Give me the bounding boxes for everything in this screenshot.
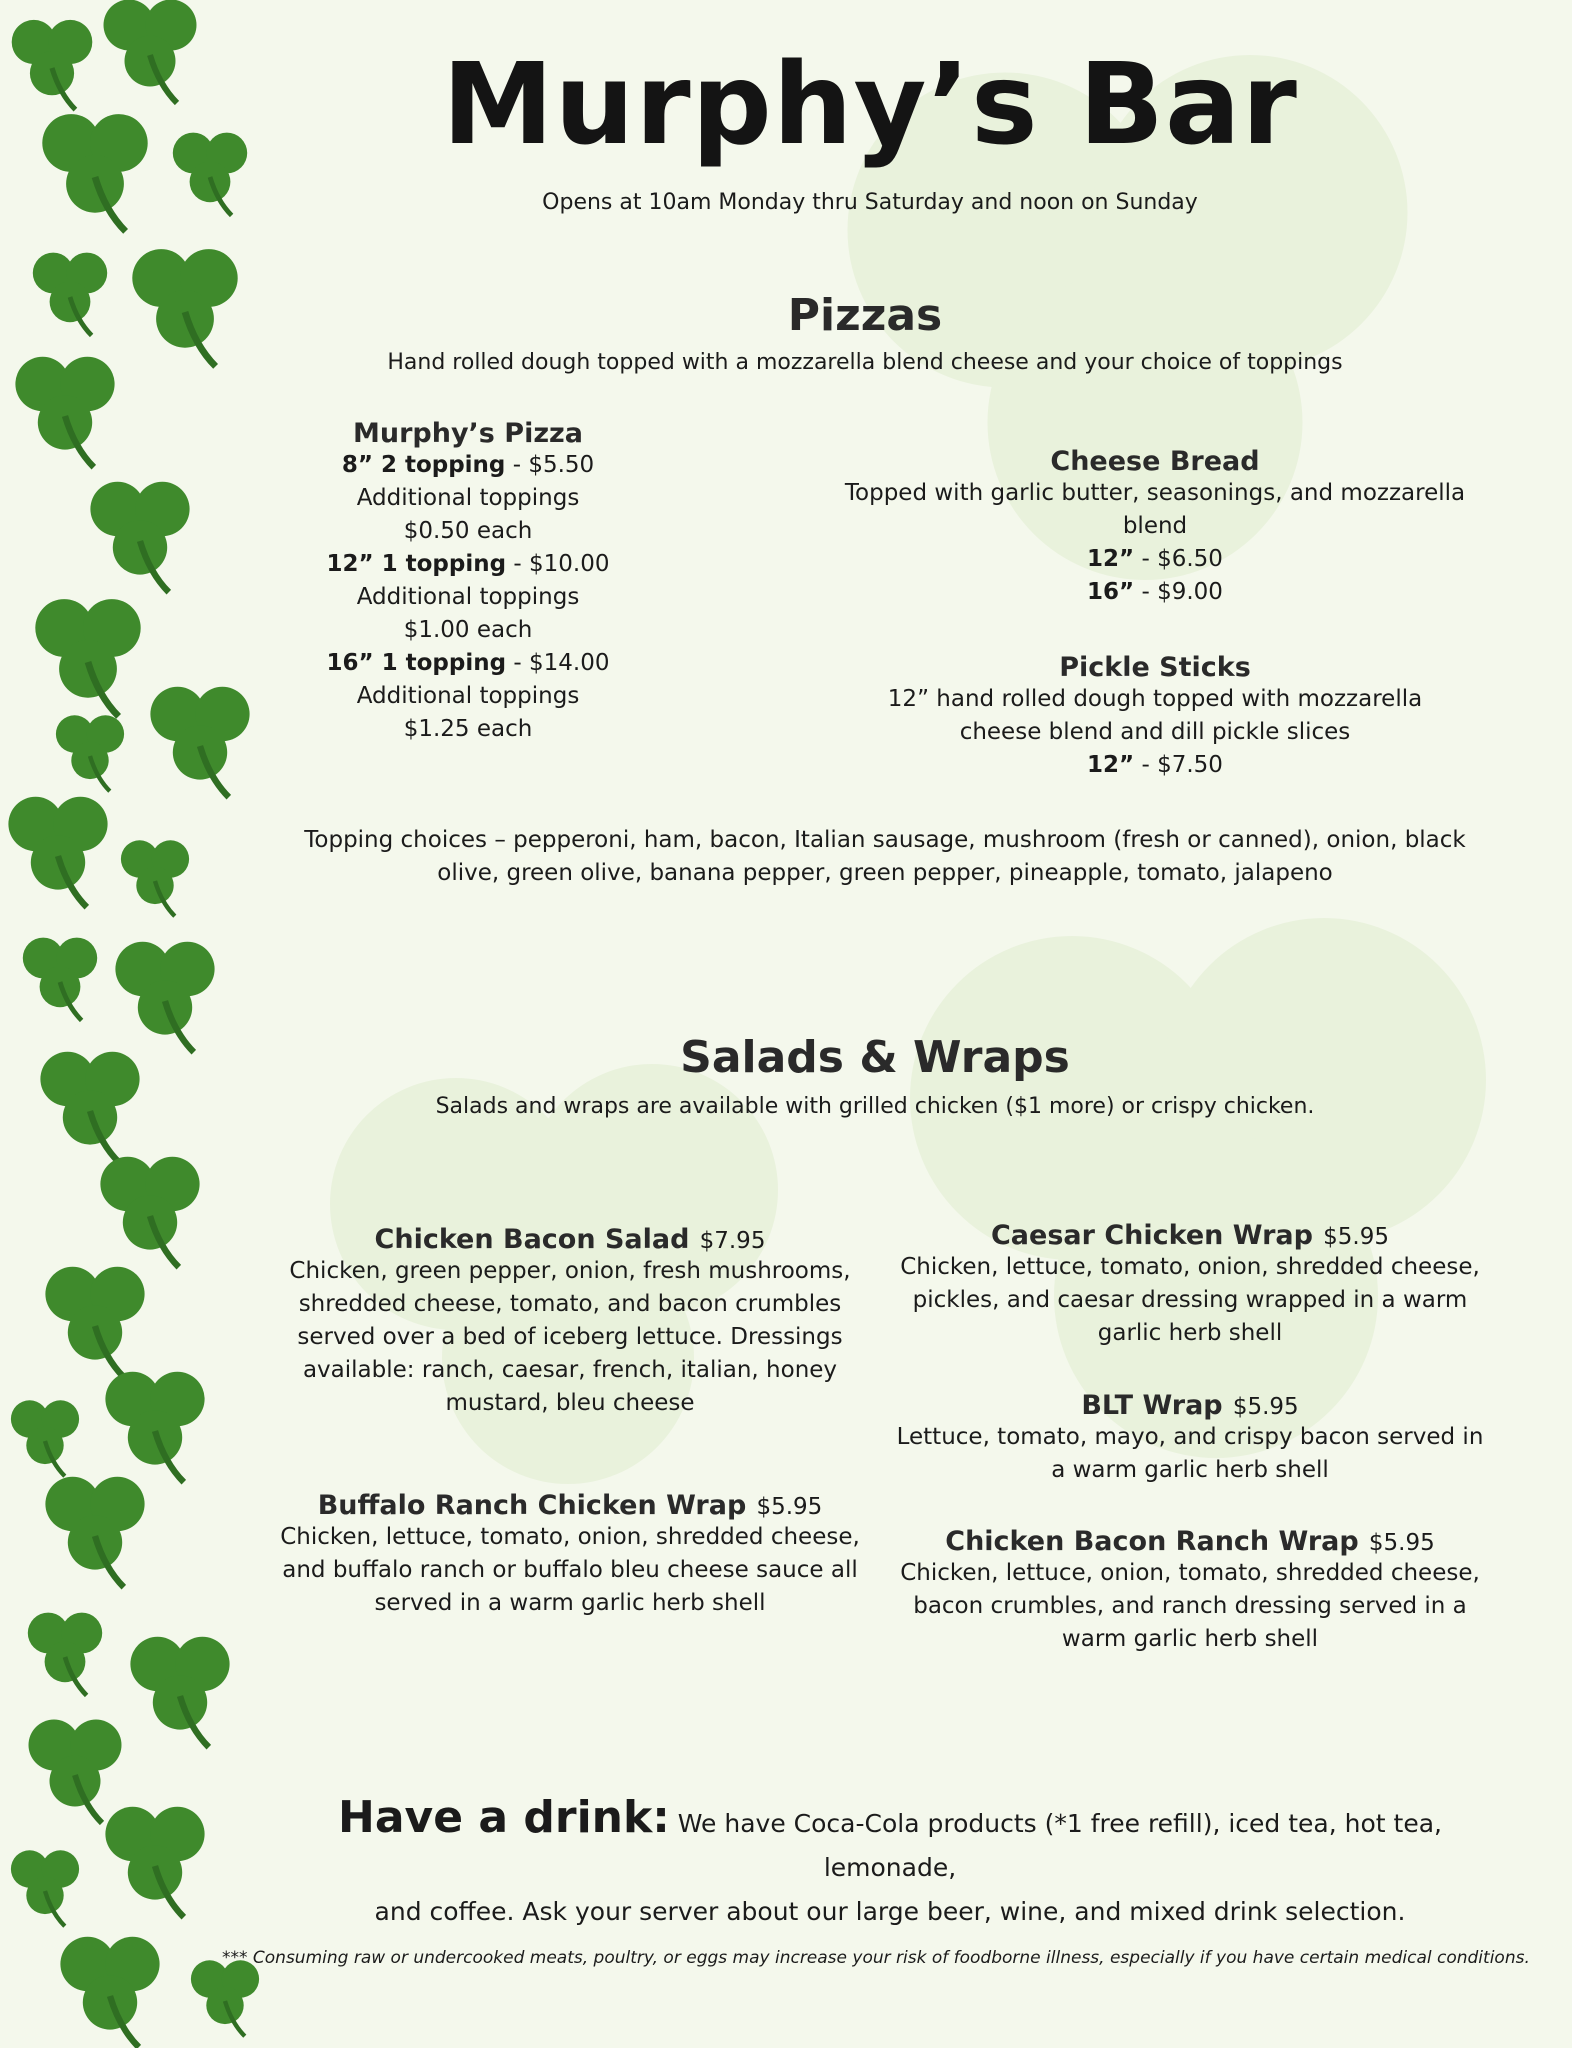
pickle-sticks-item — [830, 652, 1480, 782]
topping-choices — [300, 824, 1470, 890]
wrap-item — [880, 1390, 1500, 1487]
size-label: 12” 1 topping — [326, 551, 507, 577]
item-description: bacon crumbles, and ranch dressing served in a — [913, 1593, 1467, 1619]
size-label: 12” — [1087, 752, 1135, 778]
extra-price: $1.25 each — [403, 716, 533, 742]
wrap-item — [280, 1490, 860, 1620]
item-description: cheese blend and dill pickle slices — [959, 719, 1351, 745]
item-description: pickles, and caesar dressing wrapped in a warm — [912, 1287, 1468, 1313]
salads-description: Salads and wraps are available with grilled chicken ($1 more) or crispy chicken. — [435, 1094, 1315, 1119]
page-title: Murphy’s Bar — [442, 40, 1298, 170]
murphys-pizza-item — [268, 418, 668, 746]
size-price: - $9.00 — [1134, 579, 1223, 605]
clover-border-decoration — [0, 0, 270, 2048]
item-description: Chicken, lettuce, onion, tomato, shredded cheese, — [900, 1560, 1480, 1586]
salads-section-title: Salads & Wraps — [680, 1032, 1070, 1083]
opening-hours: Opens at 10am Monday thru Saturday and noon on Sunday — [542, 190, 1198, 215]
item-name: Cheese Bread — [1050, 446, 1260, 477]
item-name: Pickle Sticks — [1059, 652, 1251, 683]
pizzas-description: Hand rolled dough topped with a mozzarella blend cheese and your choice of toppings — [387, 350, 1343, 375]
topping-choices-line: Topping choices – pepperoni, ham, bacon, Italian sausage, mushroom (fresh or canned), onion, black — [304, 827, 1466, 853]
size-label: 16” 1 topping — [326, 650, 507, 676]
pizzas-section-title: Pizzas — [787, 290, 943, 341]
background-clover-icon — [820, 860, 1540, 1480]
item-price: $5.95 — [1323, 1224, 1389, 1250]
item-price: $5.95 — [1368, 1530, 1435, 1556]
item-description: Lettuce, tomato, mayo, and crispy bacon served in — [896, 1424, 1484, 1450]
item-name: Chicken Bacon Ranch Wrap — [945, 1526, 1359, 1557]
item-description: warm garlic herb shell — [1061, 1626, 1319, 1652]
item-description: and buffalo ranch or buffalo bleu cheese sauce all — [282, 1557, 858, 1583]
size-price: - $14.00 — [506, 650, 610, 676]
item-description: available: ranch, caesar, french, italian, honey — [302, 1357, 838, 1383]
item-name: Murphy’s Pizza — [353, 418, 583, 449]
item-price: $7.95 — [699, 1228, 766, 1254]
size-label: 8” 2 topping — [341, 452, 506, 478]
item-price: $5.95 — [756, 1494, 823, 1520]
wrap-item — [880, 1220, 1500, 1350]
drinks-label: Have a drink: — [338, 1792, 670, 1843]
item-price: $5.95 — [1232, 1394, 1299, 1420]
size-price: - $7.50 — [1134, 752, 1223, 778]
item-name: Buffalo Ranch Chicken Wrap — [317, 1490, 747, 1521]
size-price: - $10.00 — [506, 551, 610, 577]
salad-item — [280, 1224, 860, 1420]
item-description: Topped with garlic butter, seasonings, and mozzarella — [844, 480, 1466, 506]
topping-choices-line: olive, green olive, banana pepper, green pepper, pineapple, tomato, jalapeno — [437, 860, 1333, 886]
size-price: - $5.50 — [505, 452, 595, 478]
size-label: 16” — [1087, 579, 1135, 605]
item-description: garlic herb shell — [1097, 1320, 1283, 1346]
extra-price: $0.50 each — [403, 518, 533, 544]
item-description: 12” hand rolled dough topped with mozzarella — [887, 686, 1423, 712]
item-description: Chicken, lettuce, tomato, onion, shredded cheese, — [280, 1524, 860, 1550]
size-label: 12” — [1087, 546, 1135, 572]
food-safety-disclaimer: *** Consuming raw or undercooked meats, poultry, or eggs may increase your risk of foodborne illness, especially if you have certain medical conditions. — [222, 1948, 1530, 1968]
cheese-bread-item — [830, 446, 1480, 609]
size-price: - $6.50 — [1134, 546, 1223, 572]
item-description: mustard, bleu cheese — [445, 1390, 695, 1416]
extra-label: Additional toppings — [356, 485, 580, 511]
drinks-section — [300, 1792, 1480, 1934]
extra-label: Additional toppings — [356, 584, 580, 610]
extra-price: $1.00 each — [403, 617, 533, 643]
wrap-item — [880, 1526, 1500, 1656]
item-description: a warm garlic herb shell — [1051, 1457, 1329, 1483]
extra-label: Additional toppings — [356, 683, 580, 709]
item-description: Chicken, lettuce, tomato, onion, shredded cheese, — [900, 1254, 1480, 1280]
item-name: BLT Wrap — [1081, 1390, 1223, 1421]
item-name: Chicken Bacon Salad — [374, 1224, 690, 1255]
item-description: served over a bed of iceberg lettuce. Dressings — [297, 1324, 843, 1350]
item-name: Caesar Chicken Wrap — [990, 1220, 1313, 1251]
item-description: blend — [1122, 513, 1188, 539]
item-description: served in a warm garlic herb shell — [374, 1590, 766, 1616]
item-description: Chicken, green pepper, onion, fresh mushrooms, — [289, 1258, 851, 1284]
item-description: shredded cheese, tomato, and bacon crumbles — [298, 1291, 842, 1317]
drinks-text: and coffee. Ask your server about our large beer, wine, and mixed drink selection. — [374, 1897, 1406, 1926]
drinks-text: We have Coca-Cola products (*1 free refill), iced tea, hot tea, lemonade, — [669, 1809, 1442, 1882]
